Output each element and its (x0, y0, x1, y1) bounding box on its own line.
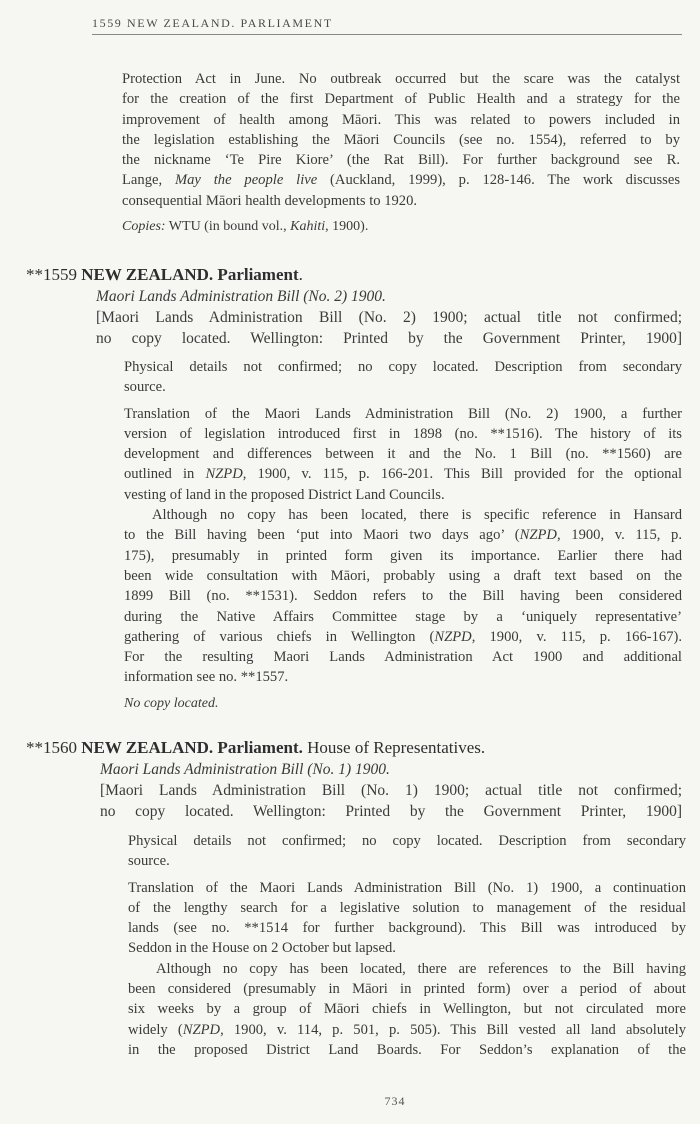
text-line: improvement of health among Māori. This was related to powers included in (122, 111, 680, 128)
text-line: version of legislation introduced first in 1898 (no. **1516). The history of its (124, 425, 682, 442)
text-line: 175), presumably in printed form given its importance. Earlier there had (124, 547, 682, 564)
running-head: 1559 NEW ZEALAND. PARLIAMENT (92, 16, 682, 35)
text-line (122, 170, 680, 190)
entry-author: NEW ZEALAND. Parliament (81, 265, 299, 284)
text-line: information see no. **1557. (124, 669, 289, 686)
citation-abbrev: NZPD (182, 1021, 221, 1038)
book-title: May the people live (174, 172, 318, 189)
no-copy-note (124, 694, 682, 714)
text-line (128, 1020, 686, 1040)
text-line (124, 525, 682, 545)
entry-1559 (26, 264, 682, 349)
entry-title: Maori Lands Administration Bill (No. 2) 1900. (96, 288, 386, 305)
entry-author: NEW ZEALAND. Parliament. (81, 738, 303, 757)
publication-title: Kahiti (290, 219, 326, 235)
text-line: development and differences between it and the No. 1 Bill (no. **1560) are (124, 446, 682, 463)
page-number: 734 (384, 1094, 406, 1108)
text-line: Translation of the Maori Lands Administration Bill (No. 1) 1900, a continuation (128, 879, 686, 896)
text-run: , 1900, v. 114, p. 501, p. 505). This Bill vested all land absolutely (220, 1021, 687, 1038)
prev-entry-text (122, 69, 680, 237)
entry-subheading: House of Representatives. (302, 738, 486, 757)
text-run: . (298, 265, 303, 284)
entry-1560-notes (128, 831, 686, 1060)
text-line (124, 627, 682, 647)
entry-number: **1559 (26, 265, 77, 284)
text-line: been considered (presumably in Māori in printed form) over a period of about (128, 981, 686, 998)
text-run: to the Bill having been ‘put into Maori two days ago’ ( (124, 527, 520, 544)
text-line: outlined in NZPD, 1900, v. 115, p. 166-201. This Bill provided for the optional (124, 466, 682, 483)
text-line: the legislation establishing the Māori Councils (see no. 1554), referred to by (122, 131, 680, 148)
citation-abbrev: NZPD (519, 527, 557, 544)
physical-details: source. (128, 853, 170, 870)
text-run: outlined in (124, 466, 206, 483)
text-line: been wide consultation with Māori, probably using a draft text based on the (124, 567, 682, 584)
text-line: during the Native Affairs Committee stage by a ‘uniquely representative’ (124, 608, 682, 625)
text-run: WTU (in bound vol., (165, 219, 291, 235)
text-line: for the creation of the first Department of Public Health and a strategy for the (122, 91, 680, 108)
text-run: , 1900). (325, 219, 369, 235)
text-line: Although no copy has been located, there is specific reference in Hansard (152, 507, 682, 524)
physical-details: Physical details not confirmed; no copy located. Description from secondary (128, 833, 686, 849)
text-line: Although no copy has been located, there are references to the Bill having (156, 960, 686, 977)
text-line: six weeks by a group of Māori chiefs in Wellington, but not circulated more (128, 1001, 686, 1018)
text-line: vesting of land in the proposed District Land Councils. (124, 486, 445, 503)
text-line: the nickname ‘Te Pire Kiore’ (the Rat Bill). For further background see R. (122, 152, 680, 169)
citation-abbrev: NZPD (205, 466, 243, 483)
imprint-line: no copy located. Wellington: Printed by the Government Printer, 1900] (96, 330, 682, 347)
text-line: of the lengthy search for a legislative solution to management of the residual (128, 899, 686, 916)
text-run: gathering of various chiefs in Wellington ( (124, 628, 435, 645)
copies-label: Copies: (122, 219, 166, 235)
text-run: , 1900, v. 115, p. 166-167). (471, 628, 682, 645)
text-line: Seddon in the House on 2 October but lapsed. (128, 940, 396, 957)
imprint-line: [Maori Lands Administration Bill (No. 2) 1900; actual title not confirmed; (96, 309, 682, 326)
text-run: widely ( (128, 1021, 183, 1038)
text-run: (Auckland, 1999), p. 128-146. The work discusses (317, 172, 680, 189)
copies-line (122, 217, 680, 237)
entry-heading (26, 737, 682, 759)
imprint-line: [Maori Lands Administration Bill (No. 1) 1900; actual title not confirmed; (100, 782, 682, 799)
entry-1560 (26, 737, 682, 822)
text-line: For the resulting Maori Lands Administration Act 1900 and additional (124, 649, 682, 666)
entry-number: **1560 (26, 738, 77, 757)
physical-details: source. (124, 379, 166, 396)
text-line: in the proposed District Land Boards. For Seddon’s explanation of the (128, 1041, 686, 1058)
text-run: 1900, v. 115, p. 166-201. This Bill provided for the optional (246, 466, 682, 483)
entry-1559-notes (124, 357, 682, 714)
text-line: Protection Act in June. No outbreak occurred but the scare was the catalyst (122, 71, 680, 87)
text-line: Translation of the Maori Lands Administration Bill (No. 2) 1900, a further (124, 405, 682, 422)
text-line: lands (see no. **1514 for further background). This Bill was introduced by (128, 920, 686, 937)
text-line: 1899 Bill (no. **1531). Seddon refers to the Bill having been considered (124, 588, 682, 605)
no-copy-text: No copy located. (124, 695, 219, 711)
physical-details: Physical details not confirmed; no copy located. Description from secondary (124, 359, 682, 375)
entry-heading (26, 264, 682, 286)
imprint-line: no copy located. Wellington: Printed by the Government Printer, 1900] (100, 803, 682, 820)
text-line: consequential Māori health developments to 1920. (122, 192, 418, 209)
text-run: , 1900, v. 115, p. (556, 527, 682, 544)
citation-abbrev: NZPD (434, 628, 472, 645)
text-run: Lange, (122, 172, 175, 189)
entry-title: Maori Lands Administration Bill (No. 1) 1900. (100, 761, 390, 778)
